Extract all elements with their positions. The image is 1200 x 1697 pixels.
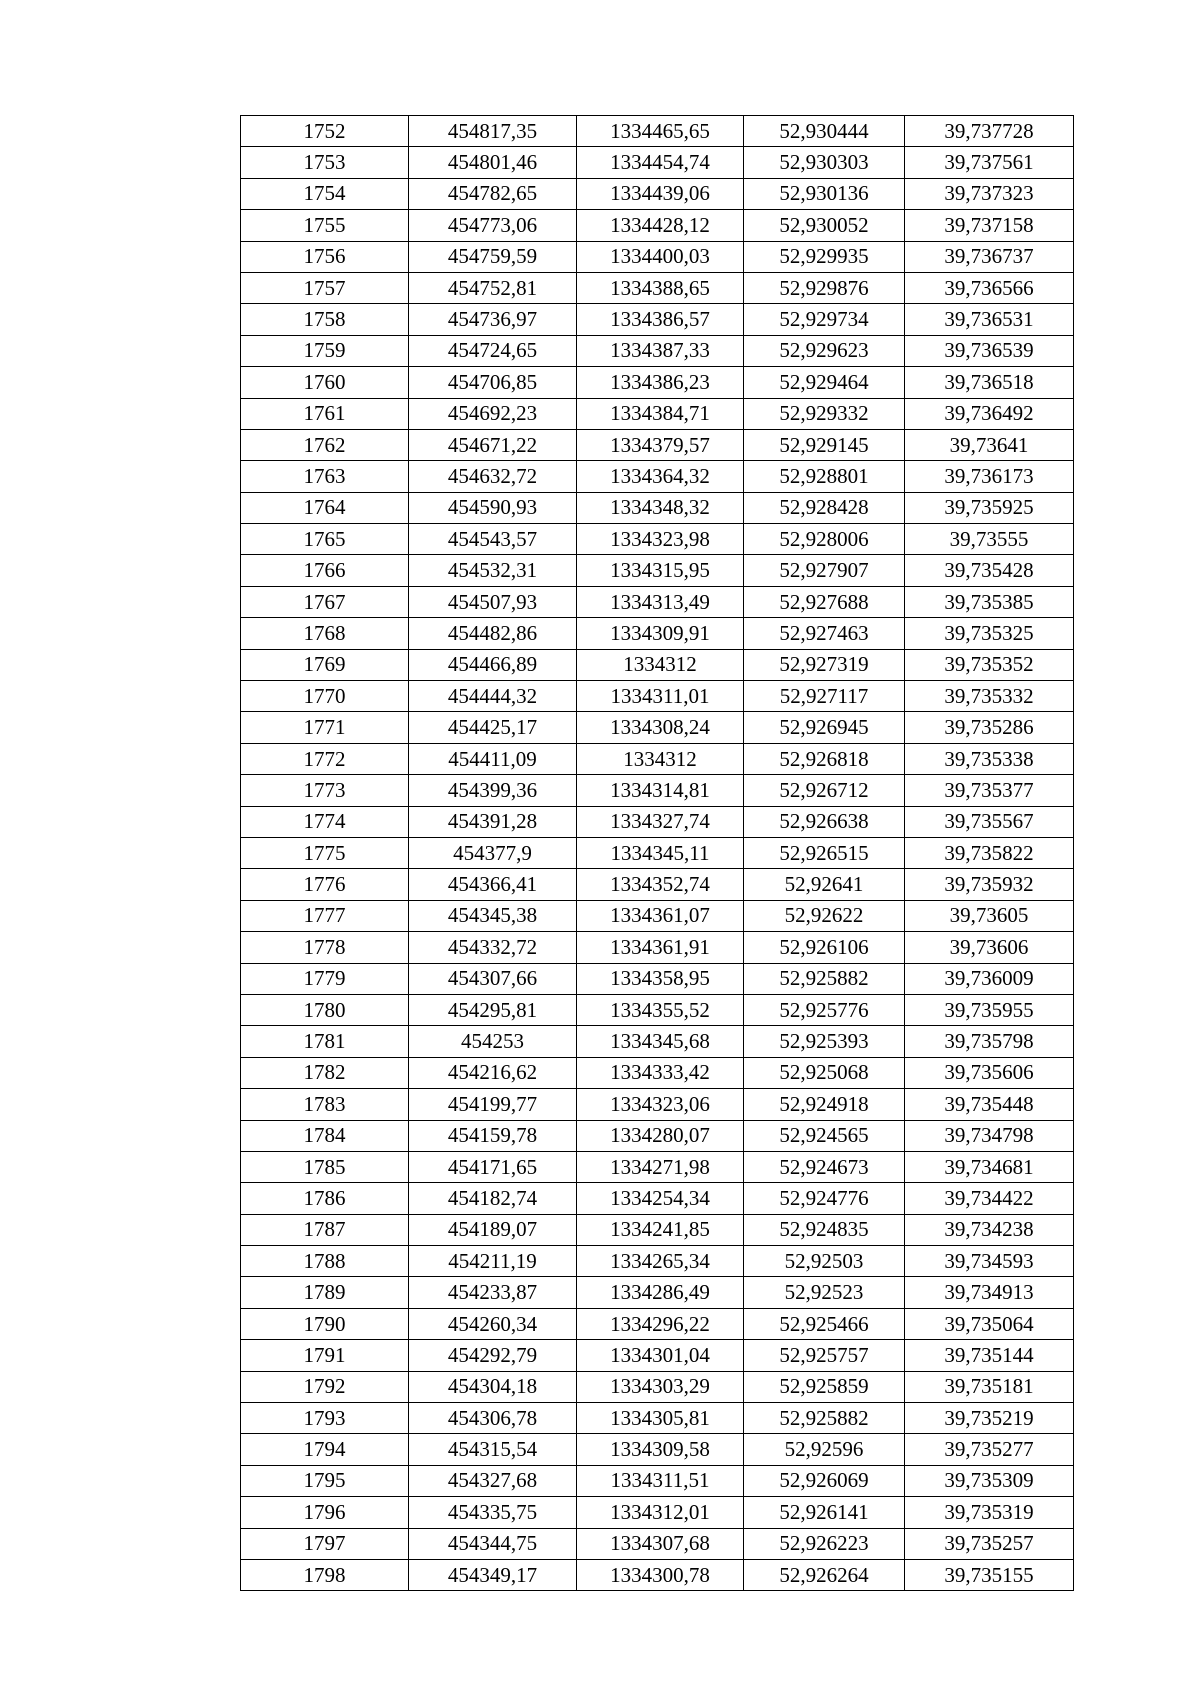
x-coordinate-cell: 454399,36 (409, 775, 577, 806)
x-coordinate-cell: 454752,81 (409, 272, 577, 303)
point-number-cell: 1793 (241, 1403, 409, 1434)
latitude-cell: 52,926515 (744, 837, 905, 868)
point-number-cell: 1760 (241, 367, 409, 398)
table-row (241, 272, 1074, 303)
table-row (241, 1308, 1074, 1339)
point-number-cell: 1783 (241, 1089, 409, 1120)
latitude-cell: 52,929623 (744, 335, 905, 366)
y-coordinate-cell: 1334323,98 (577, 524, 744, 555)
table-row (241, 492, 1074, 523)
table-row (241, 1277, 1074, 1308)
longitude-cell: 39,735338 (905, 743, 1074, 774)
latitude-cell: 52,927907 (744, 555, 905, 586)
table-row (241, 335, 1074, 366)
table-row (241, 1120, 1074, 1151)
point-number-cell: 1753 (241, 147, 409, 178)
latitude-cell: 52,928801 (744, 461, 905, 492)
longitude-cell: 39,736492 (905, 398, 1074, 429)
latitude-cell: 52,924776 (744, 1183, 905, 1214)
table-row (241, 994, 1074, 1025)
table-row (241, 367, 1074, 398)
x-coordinate-cell: 454306,78 (409, 1403, 577, 1434)
x-coordinate-cell: 454532,31 (409, 555, 577, 586)
x-coordinate-cell: 454335,75 (409, 1497, 577, 1528)
y-coordinate-cell: 1334312,01 (577, 1497, 744, 1528)
longitude-cell: 39,735955 (905, 994, 1074, 1025)
table-row (241, 806, 1074, 837)
x-coordinate-cell: 454189,07 (409, 1214, 577, 1245)
x-coordinate-cell: 454507,93 (409, 586, 577, 617)
point-number-cell: 1763 (241, 461, 409, 492)
table-row (241, 210, 1074, 241)
x-coordinate-cell: 454344,75 (409, 1528, 577, 1559)
table-row (241, 1559, 1074, 1590)
latitude-cell: 52,925466 (744, 1308, 905, 1339)
longitude-cell: 39,734681 (905, 1151, 1074, 1182)
point-number-cell: 1775 (241, 837, 409, 868)
y-coordinate-cell: 1334300,78 (577, 1559, 744, 1590)
y-coordinate-cell: 1334312 (577, 649, 744, 680)
longitude-cell: 39,735064 (905, 1308, 1074, 1339)
longitude-cell: 39,737323 (905, 178, 1074, 209)
longitude-cell: 39,73606 (905, 932, 1074, 963)
y-coordinate-cell: 1334345,68 (577, 1026, 744, 1057)
x-coordinate-cell: 454366,41 (409, 869, 577, 900)
point-number-cell: 1770 (241, 681, 409, 712)
latitude-cell: 52,929935 (744, 241, 905, 272)
point-number-cell: 1767 (241, 586, 409, 617)
longitude-cell: 39,737728 (905, 116, 1074, 147)
point-number-cell: 1780 (241, 994, 409, 1025)
latitude-cell: 52,926106 (744, 932, 905, 963)
x-coordinate-cell: 454216,62 (409, 1057, 577, 1088)
x-coordinate-cell: 454692,23 (409, 398, 577, 429)
longitude-cell: 39,735257 (905, 1528, 1074, 1559)
table-row (241, 900, 1074, 931)
latitude-cell: 52,926712 (744, 775, 905, 806)
longitude-cell: 39,735319 (905, 1497, 1074, 1528)
table-row (241, 116, 1074, 147)
longitude-cell: 39,734913 (905, 1277, 1074, 1308)
latitude-cell: 52,925882 (744, 1403, 905, 1434)
table-row (241, 775, 1074, 806)
longitude-cell: 39,734798 (905, 1120, 1074, 1151)
x-coordinate-cell: 454377,9 (409, 837, 577, 868)
table-row (241, 712, 1074, 743)
latitude-cell: 52,92503 (744, 1246, 905, 1277)
table-row (241, 1371, 1074, 1402)
point-number-cell: 1797 (241, 1528, 409, 1559)
longitude-cell: 39,735309 (905, 1465, 1074, 1496)
latitude-cell: 52,928428 (744, 492, 905, 523)
x-coordinate-cell: 454706,85 (409, 367, 577, 398)
longitude-cell: 39,737158 (905, 210, 1074, 241)
point-number-cell: 1785 (241, 1151, 409, 1182)
table-row (241, 586, 1074, 617)
longitude-cell: 39,736518 (905, 367, 1074, 398)
point-number-cell: 1789 (241, 1277, 409, 1308)
point-number-cell: 1788 (241, 1246, 409, 1277)
x-coordinate-cell: 454211,19 (409, 1246, 577, 1277)
latitude-cell: 52,929464 (744, 367, 905, 398)
y-coordinate-cell: 1334280,07 (577, 1120, 744, 1151)
table-row (241, 1497, 1074, 1528)
x-coordinate-cell: 454345,38 (409, 900, 577, 931)
point-number-cell: 1776 (241, 869, 409, 900)
y-coordinate-cell: 1334323,06 (577, 1089, 744, 1120)
table-row (241, 304, 1074, 335)
y-coordinate-cell: 1334386,57 (577, 304, 744, 335)
x-coordinate-cell: 454349,17 (409, 1559, 577, 1590)
x-coordinate-cell: 454782,65 (409, 178, 577, 209)
point-number-cell: 1764 (241, 492, 409, 523)
y-coordinate-cell: 1334388,65 (577, 272, 744, 303)
point-number-cell: 1782 (241, 1057, 409, 1088)
table-row (241, 869, 1074, 900)
table-row (241, 241, 1074, 272)
x-coordinate-cell: 454159,78 (409, 1120, 577, 1151)
y-coordinate-cell: 1334333,42 (577, 1057, 744, 1088)
latitude-cell: 52,930444 (744, 116, 905, 147)
y-coordinate-cell: 1334315,95 (577, 555, 744, 586)
longitude-cell: 39,734238 (905, 1214, 1074, 1245)
table-row (241, 1465, 1074, 1496)
x-coordinate-cell: 454199,77 (409, 1089, 577, 1120)
point-number-cell: 1755 (241, 210, 409, 241)
table-row (241, 178, 1074, 209)
x-coordinate-cell: 454590,93 (409, 492, 577, 523)
x-coordinate-cell: 454801,46 (409, 147, 577, 178)
point-number-cell: 1761 (241, 398, 409, 429)
y-coordinate-cell: 1334265,34 (577, 1246, 744, 1277)
latitude-cell: 52,927117 (744, 681, 905, 712)
point-number-cell: 1774 (241, 806, 409, 837)
y-coordinate-cell: 1334313,49 (577, 586, 744, 617)
x-coordinate-cell: 454543,57 (409, 524, 577, 555)
y-coordinate-cell: 1334386,23 (577, 367, 744, 398)
latitude-cell: 52,924835 (744, 1214, 905, 1245)
longitude-cell: 39,735325 (905, 618, 1074, 649)
point-number-cell: 1798 (241, 1559, 409, 1590)
table-row (241, 147, 1074, 178)
longitude-cell: 39,735219 (905, 1403, 1074, 1434)
x-coordinate-cell: 454182,74 (409, 1183, 577, 1214)
y-coordinate-cell: 1334308,24 (577, 712, 744, 743)
latitude-cell: 52,924918 (744, 1089, 905, 1120)
longitude-cell: 39,735332 (905, 681, 1074, 712)
y-coordinate-cell: 1334327,74 (577, 806, 744, 837)
point-number-cell: 1768 (241, 618, 409, 649)
x-coordinate-cell: 454817,35 (409, 116, 577, 147)
x-coordinate-cell: 454295,81 (409, 994, 577, 1025)
point-number-cell: 1771 (241, 712, 409, 743)
longitude-cell: 39,73641 (905, 429, 1074, 460)
table-row (241, 681, 1074, 712)
longitude-cell: 39,736737 (905, 241, 1074, 272)
longitude-cell: 39,735567 (905, 806, 1074, 837)
coordinates-table-body (241, 116, 1074, 1591)
y-coordinate-cell: 1334296,22 (577, 1308, 744, 1339)
y-coordinate-cell: 1334314,81 (577, 775, 744, 806)
y-coordinate-cell: 1334309,91 (577, 618, 744, 649)
y-coordinate-cell: 1334286,49 (577, 1277, 744, 1308)
longitude-cell: 39,734422 (905, 1183, 1074, 1214)
x-coordinate-cell: 454482,86 (409, 618, 577, 649)
x-coordinate-cell: 454736,97 (409, 304, 577, 335)
latitude-cell: 52,929734 (744, 304, 905, 335)
table-row (241, 743, 1074, 774)
table-row (241, 618, 1074, 649)
x-coordinate-cell: 454632,72 (409, 461, 577, 492)
y-coordinate-cell: 1334348,32 (577, 492, 744, 523)
latitude-cell: 52,925757 (744, 1340, 905, 1371)
table-row (241, 1528, 1074, 1559)
point-number-cell: 1778 (241, 932, 409, 963)
x-coordinate-cell: 454233,87 (409, 1277, 577, 1308)
table-row (241, 524, 1074, 555)
latitude-cell: 52,92641 (744, 869, 905, 900)
table-row (241, 555, 1074, 586)
longitude-cell: 39,736531 (905, 304, 1074, 335)
y-coordinate-cell: 1334465,65 (577, 116, 744, 147)
longitude-cell: 39,735277 (905, 1434, 1074, 1465)
point-number-cell: 1784 (241, 1120, 409, 1151)
y-coordinate-cell: 1334301,04 (577, 1340, 744, 1371)
longitude-cell: 39,735822 (905, 837, 1074, 868)
point-number-cell: 1765 (241, 524, 409, 555)
y-coordinate-cell: 1334309,58 (577, 1434, 744, 1465)
table-row (241, 649, 1074, 680)
y-coordinate-cell: 1334241,85 (577, 1214, 744, 1245)
latitude-cell: 52,925393 (744, 1026, 905, 1057)
point-number-cell: 1752 (241, 116, 409, 147)
y-coordinate-cell: 1334254,34 (577, 1183, 744, 1214)
longitude-cell: 39,735286 (905, 712, 1074, 743)
point-number-cell: 1792 (241, 1371, 409, 1402)
y-coordinate-cell: 1334361,07 (577, 900, 744, 931)
longitude-cell: 39,736566 (905, 272, 1074, 303)
longitude-cell: 39,735798 (905, 1026, 1074, 1057)
latitude-cell: 52,92622 (744, 900, 905, 931)
latitude-cell: 52,927688 (744, 586, 905, 617)
x-coordinate-cell: 454671,22 (409, 429, 577, 460)
y-coordinate-cell: 1334400,03 (577, 241, 744, 272)
x-coordinate-cell: 454425,17 (409, 712, 577, 743)
y-coordinate-cell: 1334428,12 (577, 210, 744, 241)
x-coordinate-cell: 454315,54 (409, 1434, 577, 1465)
longitude-cell: 39,73605 (905, 900, 1074, 931)
point-number-cell: 1757 (241, 272, 409, 303)
longitude-cell: 39,735377 (905, 775, 1074, 806)
y-coordinate-cell: 1334352,74 (577, 869, 744, 900)
table-row (241, 1434, 1074, 1465)
x-coordinate-cell: 454260,34 (409, 1308, 577, 1339)
longitude-cell: 39,734593 (905, 1246, 1074, 1277)
table-row (241, 429, 1074, 460)
y-coordinate-cell: 1334454,74 (577, 147, 744, 178)
y-coordinate-cell: 1334387,33 (577, 335, 744, 366)
table-row (241, 1089, 1074, 1120)
latitude-cell: 52,926264 (744, 1559, 905, 1590)
table-row (241, 1057, 1074, 1088)
table-row (241, 1403, 1074, 1434)
point-number-cell: 1786 (241, 1183, 409, 1214)
table-row (241, 398, 1074, 429)
latitude-cell: 52,930136 (744, 178, 905, 209)
table-row (241, 461, 1074, 492)
y-coordinate-cell: 1334439,06 (577, 178, 744, 209)
longitude-cell: 39,735932 (905, 869, 1074, 900)
table-row (241, 1340, 1074, 1371)
latitude-cell: 52,925068 (744, 1057, 905, 1088)
x-coordinate-cell: 454171,65 (409, 1151, 577, 1182)
latitude-cell: 52,927319 (744, 649, 905, 680)
table-row (241, 1246, 1074, 1277)
latitude-cell: 52,92523 (744, 1277, 905, 1308)
point-number-cell: 1769 (241, 649, 409, 680)
y-coordinate-cell: 1334311,51 (577, 1465, 744, 1496)
point-number-cell: 1758 (241, 304, 409, 335)
latitude-cell: 52,927463 (744, 618, 905, 649)
latitude-cell: 52,926945 (744, 712, 905, 743)
latitude-cell: 52,926069 (744, 1465, 905, 1496)
point-number-cell: 1777 (241, 900, 409, 931)
point-number-cell: 1779 (241, 963, 409, 994)
x-coordinate-cell: 454759,59 (409, 241, 577, 272)
x-coordinate-cell: 454391,28 (409, 806, 577, 837)
table-row (241, 932, 1074, 963)
point-number-cell: 1787 (241, 1214, 409, 1245)
point-number-cell: 1759 (241, 335, 409, 366)
point-number-cell: 1781 (241, 1026, 409, 1057)
longitude-cell: 39,735352 (905, 649, 1074, 680)
point-number-cell: 1791 (241, 1340, 409, 1371)
latitude-cell: 52,929332 (744, 398, 905, 429)
table-row (241, 1026, 1074, 1057)
x-coordinate-cell: 454773,06 (409, 210, 577, 241)
latitude-cell: 52,926223 (744, 1528, 905, 1559)
x-coordinate-cell: 454724,65 (409, 335, 577, 366)
x-coordinate-cell: 454466,89 (409, 649, 577, 680)
y-coordinate-cell: 1334271,98 (577, 1151, 744, 1182)
latitude-cell: 52,926638 (744, 806, 905, 837)
point-number-cell: 1762 (241, 429, 409, 460)
latitude-cell: 52,930303 (744, 147, 905, 178)
y-coordinate-cell: 1334311,01 (577, 681, 744, 712)
coordinates-table (240, 115, 1074, 1591)
latitude-cell: 52,930052 (744, 210, 905, 241)
table-row (241, 1183, 1074, 1214)
longitude-cell: 39,735925 (905, 492, 1074, 523)
point-number-cell: 1796 (241, 1497, 409, 1528)
y-coordinate-cell: 1334384,71 (577, 398, 744, 429)
x-coordinate-cell: 454253 (409, 1026, 577, 1057)
point-number-cell: 1772 (241, 743, 409, 774)
x-coordinate-cell: 454307,66 (409, 963, 577, 994)
latitude-cell: 52,928006 (744, 524, 905, 555)
latitude-cell: 52,924565 (744, 1120, 905, 1151)
point-number-cell: 1773 (241, 775, 409, 806)
latitude-cell: 52,925776 (744, 994, 905, 1025)
latitude-cell: 52,929145 (744, 429, 905, 460)
latitude-cell: 52,926818 (744, 743, 905, 774)
longitude-cell: 39,736173 (905, 461, 1074, 492)
point-number-cell: 1756 (241, 241, 409, 272)
longitude-cell: 39,735155 (905, 1559, 1074, 1590)
longitude-cell: 39,735385 (905, 586, 1074, 617)
point-number-cell: 1795 (241, 1465, 409, 1496)
longitude-cell: 39,735428 (905, 555, 1074, 586)
x-coordinate-cell: 454444,32 (409, 681, 577, 712)
y-coordinate-cell: 1334305,81 (577, 1403, 744, 1434)
y-coordinate-cell: 1334364,32 (577, 461, 744, 492)
point-number-cell: 1754 (241, 178, 409, 209)
latitude-cell: 52,925859 (744, 1371, 905, 1402)
table-row (241, 1151, 1074, 1182)
latitude-cell: 52,92596 (744, 1434, 905, 1465)
point-number-cell: 1766 (241, 555, 409, 586)
x-coordinate-cell: 454327,68 (409, 1465, 577, 1496)
longitude-cell: 39,73555 (905, 524, 1074, 555)
table-row (241, 837, 1074, 868)
y-coordinate-cell: 1334361,91 (577, 932, 744, 963)
latitude-cell: 52,926141 (744, 1497, 905, 1528)
longitude-cell: 39,735448 (905, 1089, 1074, 1120)
y-coordinate-cell: 1334303,29 (577, 1371, 744, 1402)
point-number-cell: 1794 (241, 1434, 409, 1465)
x-coordinate-cell: 454411,09 (409, 743, 577, 774)
y-coordinate-cell: 1334379,57 (577, 429, 744, 460)
latitude-cell: 52,929876 (744, 272, 905, 303)
y-coordinate-cell: 1334307,68 (577, 1528, 744, 1559)
x-coordinate-cell: 454292,79 (409, 1340, 577, 1371)
longitude-cell: 39,735181 (905, 1371, 1074, 1402)
latitude-cell: 52,925882 (744, 963, 905, 994)
x-coordinate-cell: 454304,18 (409, 1371, 577, 1402)
table-row (241, 1214, 1074, 1245)
y-coordinate-cell: 1334355,52 (577, 994, 744, 1025)
point-number-cell: 1790 (241, 1308, 409, 1339)
longitude-cell: 39,737561 (905, 147, 1074, 178)
y-coordinate-cell: 1334358,95 (577, 963, 744, 994)
longitude-cell: 39,735606 (905, 1057, 1074, 1088)
table-row (241, 963, 1074, 994)
x-coordinate-cell: 454332,72 (409, 932, 577, 963)
y-coordinate-cell: 1334345,11 (577, 837, 744, 868)
y-coordinate-cell: 1334312 (577, 743, 744, 774)
longitude-cell: 39,736539 (905, 335, 1074, 366)
latitude-cell: 52,924673 (744, 1151, 905, 1182)
longitude-cell: 39,735144 (905, 1340, 1074, 1371)
longitude-cell: 39,736009 (905, 963, 1074, 994)
